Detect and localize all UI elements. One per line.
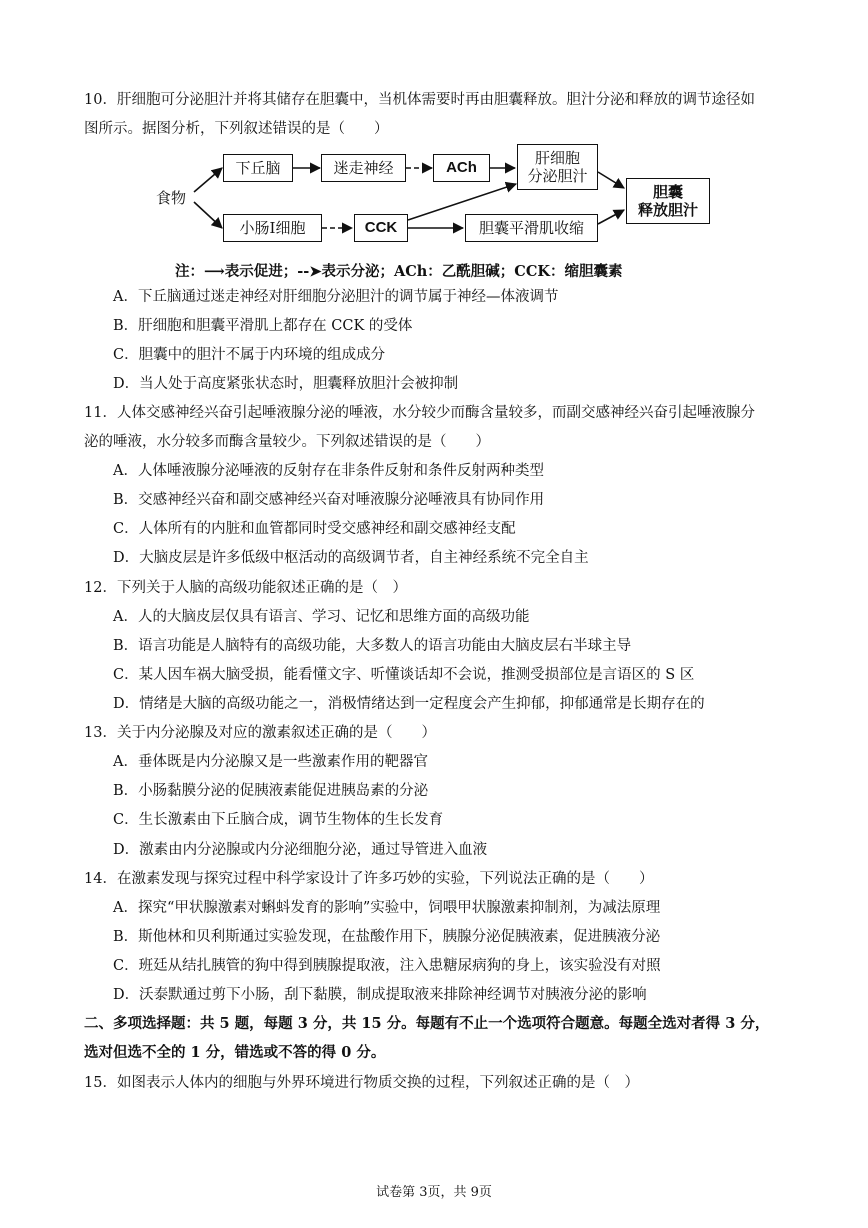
box-liver-line1: 肝细胞	[534, 149, 580, 167]
q14-option-d[interactable]: D．沃泰默通过剪下小肠，刮下黏膜，制成提取液来排除神经调节对胰液分泌的影响	[113, 987, 647, 1003]
box-ach: ACh	[433, 154, 490, 182]
arrow-food-hypothalamus	[194, 168, 222, 192]
box-liver-line2: 分泌胆汁	[527, 167, 588, 185]
q13-option-a[interactable]: A．垂体既是内分泌腺又是一些激素作用的靶器官	[113, 754, 428, 770]
q12-option-c[interactable]: C．某人因车祸大脑受损，能看懂文字、听懂谈话却不会说，推测受损部位是言语区的 S 区	[113, 667, 695, 683]
section2-heading-line1: 二、多项选择题：共 5 题，每题 3 分，共 15 分。每题有不止一个选项符合题意。每题全选对者得 3 分，	[84, 1015, 770, 1032]
box-gb-muscle: 胆囊平滑肌收缩	[465, 214, 598, 242]
q10-stem-line2: 图所示。据图分析，下列叙述错误的是（ ）	[84, 121, 389, 137]
q14-option-a[interactable]: A．探究“甲状腺激素对蝌蚪发育的影响”实验中，饲喂甲状腺激素抑制剂，为减法原理	[113, 900, 661, 916]
q14-stem: 14．在激素发现与探究过程中科学家设计了许多巧妙的实验，下列说法正确的是（ ）	[84, 871, 654, 887]
diagram-note: 注：⟶表示促进；--➤表示分泌；ACh：乙酰胆碱；CCK：缩胆囊素	[175, 263, 623, 280]
q12-option-a[interactable]: A．人的大脑皮层仅具有语言、学习、记忆和思维方面的高级功能	[113, 609, 530, 625]
q15-stem: 15．如图表示人体内的细胞与外界环境进行物质交换的过程，下列叙述正确的是（ ）	[84, 1075, 639, 1091]
box-vagus-nerve: 迷走神经	[321, 154, 406, 182]
q14-option-b[interactable]: B．斯他林和贝利斯通过实验发现，在盐酸作用下，胰腺分泌促胰液素，促进胰液分泌	[113, 929, 661, 945]
q11-option-b[interactable]: B．交感神经兴奋和副交感神经兴奋对唾液腺分泌唾液具有协同作用	[113, 492, 545, 508]
q13-option-b[interactable]: B．小肠黏膜分泌的促胰液素能促进胰岛素的分泌	[113, 783, 429, 799]
q10-option-d[interactable]: D．当人处于高度紧张状态时，胆囊释放胆汁会被抑制	[113, 376, 459, 392]
bile-regulation-diagram	[150, 140, 730, 248]
q10-stem-line1: 10．肝细胞可分泌胆汁并将其储存在胆囊中，当机体需要时再由胆囊释放。胆汁分泌和释放的调节途径如	[84, 92, 755, 108]
q13-option-d[interactable]: D．激素由内分泌腺或内分泌细胞分泌，通过导管进入血液	[113, 842, 488, 858]
q11-option-d[interactable]: D．大脑皮层是许多低级中枢活动的高级调节者，自主神经系统不完全自主	[113, 550, 589, 566]
box-intestine-cell: 小肠Ⅰ细胞	[223, 214, 322, 242]
q11-option-a[interactable]: A．人体唾液腺分泌唾液的反射存在非条件反射和条件反射两种类型	[113, 463, 544, 479]
box-release-line1: 胆囊	[652, 183, 683, 201]
box-release-line2: 释放胆汁	[637, 201, 698, 219]
diagram-food-label: 食物	[156, 189, 187, 207]
q14-option-c[interactable]: C．班廷从结扎胰管的狗中得到胰腺提取液，注入患糖尿病狗的身上，该实验没有对照	[113, 958, 661, 974]
arrow-food-intestine	[194, 202, 222, 228]
page-footer: 试卷第 3页，共 9页	[376, 1185, 492, 1200]
arrow-liver-release	[598, 172, 624, 188]
section2-heading-line2: 选对但选不全的 1 分，错选或不答的得 0 分。	[84, 1044, 386, 1061]
box-cck: CCK	[354, 214, 408, 242]
q11-stem-line1: 11．人体交感神经兴奋引起唾液腺分泌的唾液，水分较少而酶含量较多，而副交感神经兴奋引起唾液腺分	[84, 405, 755, 421]
q13-option-c[interactable]: C．生长激素由下丘脑合成，调节生物体的生长发育	[113, 812, 444, 828]
q11-option-c[interactable]: C．人体所有的内脏和血管都同时受交感神经和副交感神经支配	[113, 521, 516, 537]
q12-option-d[interactable]: D．情绪是大脑的高级功能之一，消极情绪达到一定程度会产生抑郁，抑郁通常是长期存在的	[113, 696, 705, 712]
q10-option-b[interactable]: B．肝细胞和胆囊平滑肌上都存在 CCK 的受体	[113, 318, 413, 334]
q13-stem: 13．关于内分泌腺及对应的激素叙述正确的是（ ）	[84, 725, 436, 741]
q10-option-a[interactable]: A．下丘脑通过迷走神经对肝细胞分泌胆汁的调节属于神经—体液调节	[113, 289, 559, 305]
q11-stem-line2: 泌的唾液，水分较多而酶含量较少。下列叙述错误的是（ ）	[84, 434, 490, 450]
arrow-muscle-release	[598, 210, 624, 224]
box-hypothalamus: 下丘脑	[223, 154, 293, 182]
q10-option-c[interactable]: C．胆囊中的胆汁不属于内环境的组成成分	[113, 347, 386, 363]
box-liver-cell	[517, 144, 598, 190]
q12-stem: 12．下列关于人脑的高级功能叙述正确的是（ ）	[84, 580, 407, 596]
q12-option-b[interactable]: B．语言功能是人脑特有的高级功能，大多数人的语言功能由大脑皮层右半球主导	[113, 638, 632, 654]
box-gb-release	[626, 178, 710, 224]
